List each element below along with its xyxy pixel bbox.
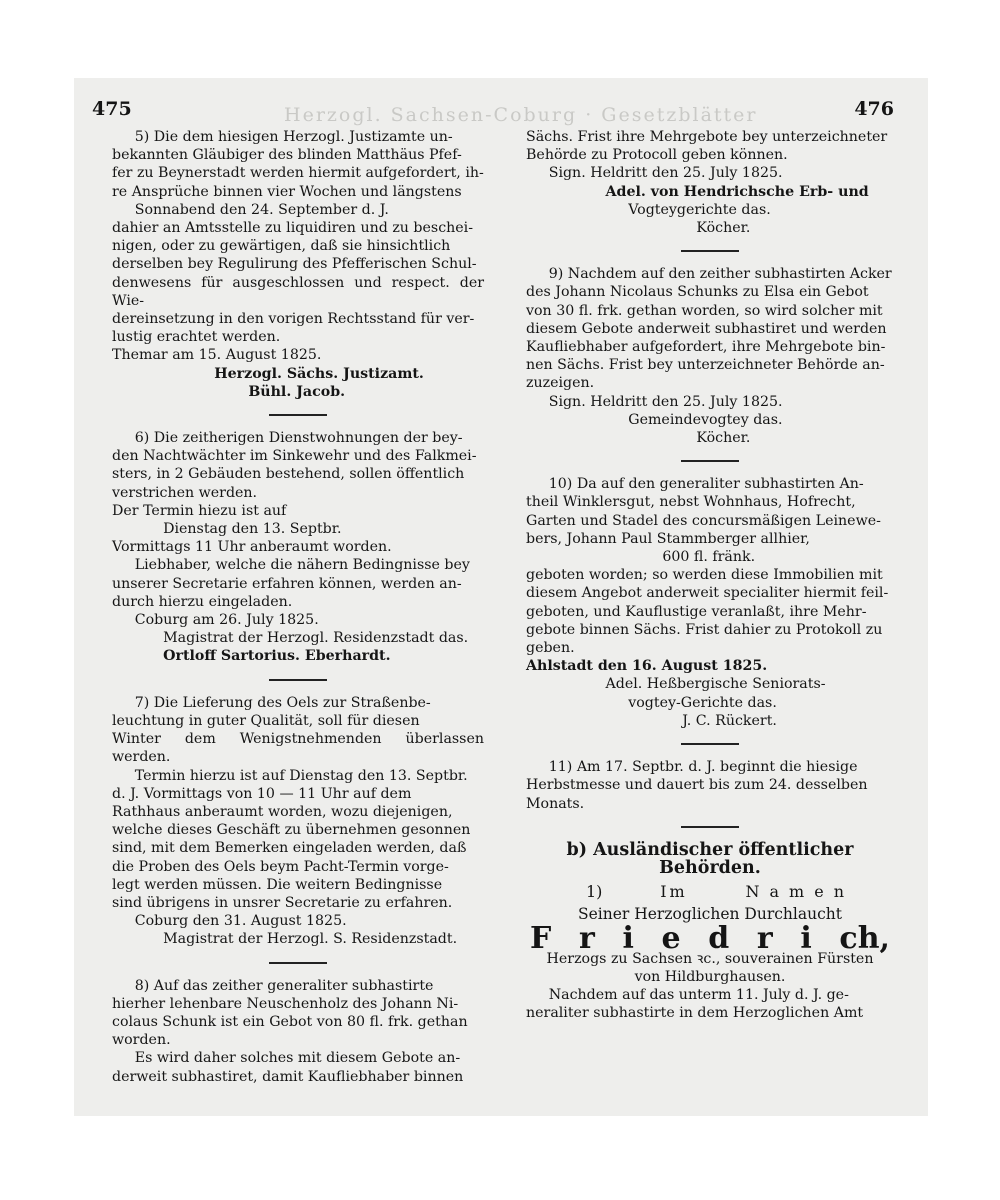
text-line: 9) Nachdem auf den zeither subhastirten Acker [548, 266, 892, 283]
decree-1 [526, 883, 894, 1022]
signature: Köcher. [696, 430, 751, 447]
text-line: Liebhaber, welche die nähern Bedingnisse bey [134, 557, 470, 574]
text-line: Monats. [526, 795, 585, 812]
notice-date: Sign. Heldritt den 25. July 1825. [548, 393, 783, 410]
text-line: nigen, oder zu gewärtigen, daß sie hinsichtlich [112, 238, 451, 255]
notice-continued [526, 128, 894, 237]
bleed-through-text: Herzogl. Sachsen-Coburg · Gesetzblätter [284, 104, 758, 126]
text-line: derselben bey Regulirung des Pfefferischen Schul- [112, 256, 477, 273]
text-line: worden. [112, 1032, 171, 1049]
text-line: Herzogs zu Sachsen ꝛc., souverainen Fürsten [546, 950, 874, 967]
text-line: Dienstag den 13. Septbr. [163, 521, 342, 538]
text-line: Rathhaus anberaumt worden, wozu diejenigen, [112, 803, 453, 820]
scanned-page [74, 78, 928, 1116]
text-line: legt werden müssen. Die weitern Bedingnisse [112, 876, 443, 893]
notice-5 [112, 128, 484, 401]
text-line: derweit subhastiret, damit Kaufliebhaber binnen [112, 1068, 464, 1085]
text-line: 6) Die zeitherigen Dienstwohnungen der bey- [134, 430, 463, 447]
text-line: bers, Johann Paul Stammberger allhier, [526, 530, 810, 547]
text-line: Seiner Herzoglichen Durchlaucht [578, 905, 842, 924]
text-line: re Ansprüche binnen vier Wochen und längstens [112, 183, 462, 200]
letter: d [708, 920, 730, 956]
signature: Bühl. Jacob. [248, 383, 346, 400]
separator-rule [269, 414, 327, 416]
text-line: Herbstmesse und dauert bis zum 24. desselben [526, 777, 868, 794]
text-line: sters, in 2 Gebäuden bestehend, sollen öffentlich [112, 466, 465, 483]
notice-date: Ahlstadt den 16. August 1825. [526, 658, 768, 675]
notice-9 [526, 265, 894, 447]
signature: J. C. Rückert. [682, 712, 777, 729]
text-line: Der Termin hiezu ist auf [112, 502, 287, 519]
text-line: neraliter subhastirte in dem Herzoglichen Amt [526, 1005, 864, 1022]
text-line: lustig erachtet werden. [112, 329, 281, 346]
text-line: Sonnabend den 24. September d. J. [134, 201, 389, 218]
text-line: verstrichen werden. [112, 484, 258, 501]
text-line: Sächs. Frist ihre Mehrgebote bey unterzeichneter [526, 129, 888, 145]
separator-rule [681, 460, 739, 462]
text-line: denwesens für ausgeschlossen und respect. der Wie- [112, 274, 484, 309]
section-heading: b) Ausländischer öffentlicher Behörden. [566, 839, 854, 878]
signature: Köcher. [696, 220, 751, 237]
page-number-right: 476 [854, 98, 894, 120]
letter: F [530, 920, 552, 956]
signature: Vogteygerichte das. [628, 201, 771, 218]
text-line: Vormittags 11 Uhr anberaumt worden. [112, 539, 392, 556]
signature: Adel. Heßbergische Seniorats- [605, 676, 826, 693]
letter: ch, [839, 920, 890, 956]
text-line: sind übrigens in unsrer Secretarie zu erfahren. [112, 894, 453, 911]
text-line: sind, mit dem Bemerken eingeladen werden, daß [112, 840, 467, 857]
text-line: d. J. Vormittags von 10 — 11 Uhr auf dem [112, 785, 412, 802]
text-line: theil Winklersgut, nebst Wohnhaus, Hofrecht, [526, 494, 856, 511]
text-line: nen Sächs. Frist bey unterzeichneter Behörde an- [526, 357, 885, 374]
text-line: Termin hierzu ist auf Dienstag den 13. Septbr. [134, 767, 468, 784]
text-line: fer zu Beynerstadt werden hiermit aufgefordert, ih- [112, 165, 484, 182]
text-line: gebote binnen Sächs. Frist dahier zu Protokoll zu [526, 621, 883, 638]
signature: Gemeindevogtey das. [628, 411, 783, 428]
text-line: Es wird daher solches mit diesem Gebote an- [134, 1050, 461, 1067]
decree-number: 1) [586, 882, 603, 902]
separator-rule [681, 826, 739, 828]
text-line: von Hildburghausen. [634, 968, 786, 985]
text-line: Garten und Stadel des concursmäßigen Leinewe- [526, 512, 881, 529]
notice-date: Sign. Heldritt den 25. July 1825. [548, 165, 783, 182]
text-line: Nachdem auf das unterm 11. July d. J. ge- [548, 987, 849, 1004]
letter: r [578, 920, 595, 956]
text-line: diesem Gebote anderweit subhastiret und werden [526, 320, 887, 337]
text-line: durch hierzu eingeladen. [112, 593, 293, 610]
text-line: unserer Secretarie erfahren können, werden an- [112, 575, 462, 592]
separator-rule [269, 962, 327, 964]
signature: Magistrat der Herzogl. Residenzstadt das. [163, 630, 469, 647]
signature: vogtey-Gerichte das. [628, 694, 777, 711]
im-namen-line [526, 883, 894, 901]
page-number-left: 475 [92, 98, 132, 120]
word-im: Im [660, 882, 688, 902]
signature: Herzogl. Sächs. Justizamt. [214, 365, 424, 382]
signature: Ortloff Sartorius. Eberhardt. [163, 648, 391, 665]
letter: r [756, 920, 773, 956]
text-line: bekannten Gläubiger des blinden Matthäus Pfef- [112, 147, 462, 164]
signature: Adel. von Hendrichsche Erb- und [605, 183, 869, 200]
notice-date: Coburg den 31. August 1825. [134, 913, 347, 930]
text-line: Winter dem Wenigstnehmenden überlassen werden. [112, 731, 484, 766]
notice-10 [526, 475, 894, 730]
text-line: 8) Auf das zeither generaliter subhastirte [134, 977, 434, 994]
separator-rule [681, 250, 739, 252]
letter: e [661, 920, 681, 956]
notice-date: Themar am 15. August 1825. [112, 347, 322, 364]
notice-11 [526, 758, 894, 813]
text-line: Kaufliebhaber aufgefordert, ihre Mehrgebote bin- [526, 339, 886, 356]
text-line: dereinsetzung in den vorigen Rechtsstand für ver- [112, 311, 475, 328]
notice-8 [112, 977, 484, 1086]
separator-rule [681, 743, 739, 745]
text-line: Behörde zu Protocoll geben können. [526, 147, 788, 164]
text-line: welche dieses Geschäft zu übernehmen gesonnen [112, 822, 471, 839]
text-line: die Proben des Oels beym Pacht-Termin vorge- [112, 858, 449, 875]
text-line: leuchtung in guter Qualität, soll für diesen [112, 712, 420, 729]
text-line: des Johann Nicolaus Schunks zu Elsa ein Gebot [526, 284, 869, 301]
amount: 600 fl. fränk. [662, 549, 756, 566]
letter: i [800, 920, 812, 956]
text-line: 7) Die Lieferung des Oels zur Straßenbe- [134, 694, 431, 711]
text-line: colaus Schunk ist ein Gebot von 80 fl. frk. gethan [112, 1013, 468, 1030]
notice-6 [112, 429, 484, 666]
text-line: diesem Angebot anderweit specialiter hiermit feil- [526, 585, 889, 602]
text-line: geben. [526, 640, 575, 657]
text-line: 10) Da auf den generaliter subhastirten An- [548, 476, 864, 493]
separator-rule [269, 679, 327, 681]
text-line: 11) Am 17. Septbr. d. J. beginnt die hiesige [548, 759, 858, 776]
text-line: geboten worden; so werden diese Immobilien mit [526, 567, 883, 584]
text-line: den Nachtwächter im Sinkewehr und des Falkmei- [112, 448, 477, 465]
text-line: 5) Die dem hiesigen Herzogl. Justizamte un- [134, 129, 453, 145]
left-column [112, 128, 484, 1086]
notice-7 [112, 694, 484, 949]
text-line: geboten, und Kauflustige veranlaßt, ihre Mehr- [526, 603, 867, 620]
notice-date: Coburg am 26. July 1825. [134, 612, 319, 629]
text-line: zuzeigen. [526, 375, 595, 392]
text-line: dahier an Amtsstelle zu liquidiren und zu beschei- [112, 220, 474, 237]
word-namen: Namen [745, 882, 854, 902]
text-line: hierher lehenbare Neuschenholz des Johann Ni- [112, 995, 459, 1012]
signature: Magistrat der Herzogl. S. Residenzstadt. [163, 931, 458, 948]
text-line: von 30 fl. frk. gethan worden, so wird solcher mit [526, 302, 883, 319]
right-column [526, 128, 894, 1023]
prince-name [526, 920, 894, 956]
letter: i [622, 920, 634, 956]
